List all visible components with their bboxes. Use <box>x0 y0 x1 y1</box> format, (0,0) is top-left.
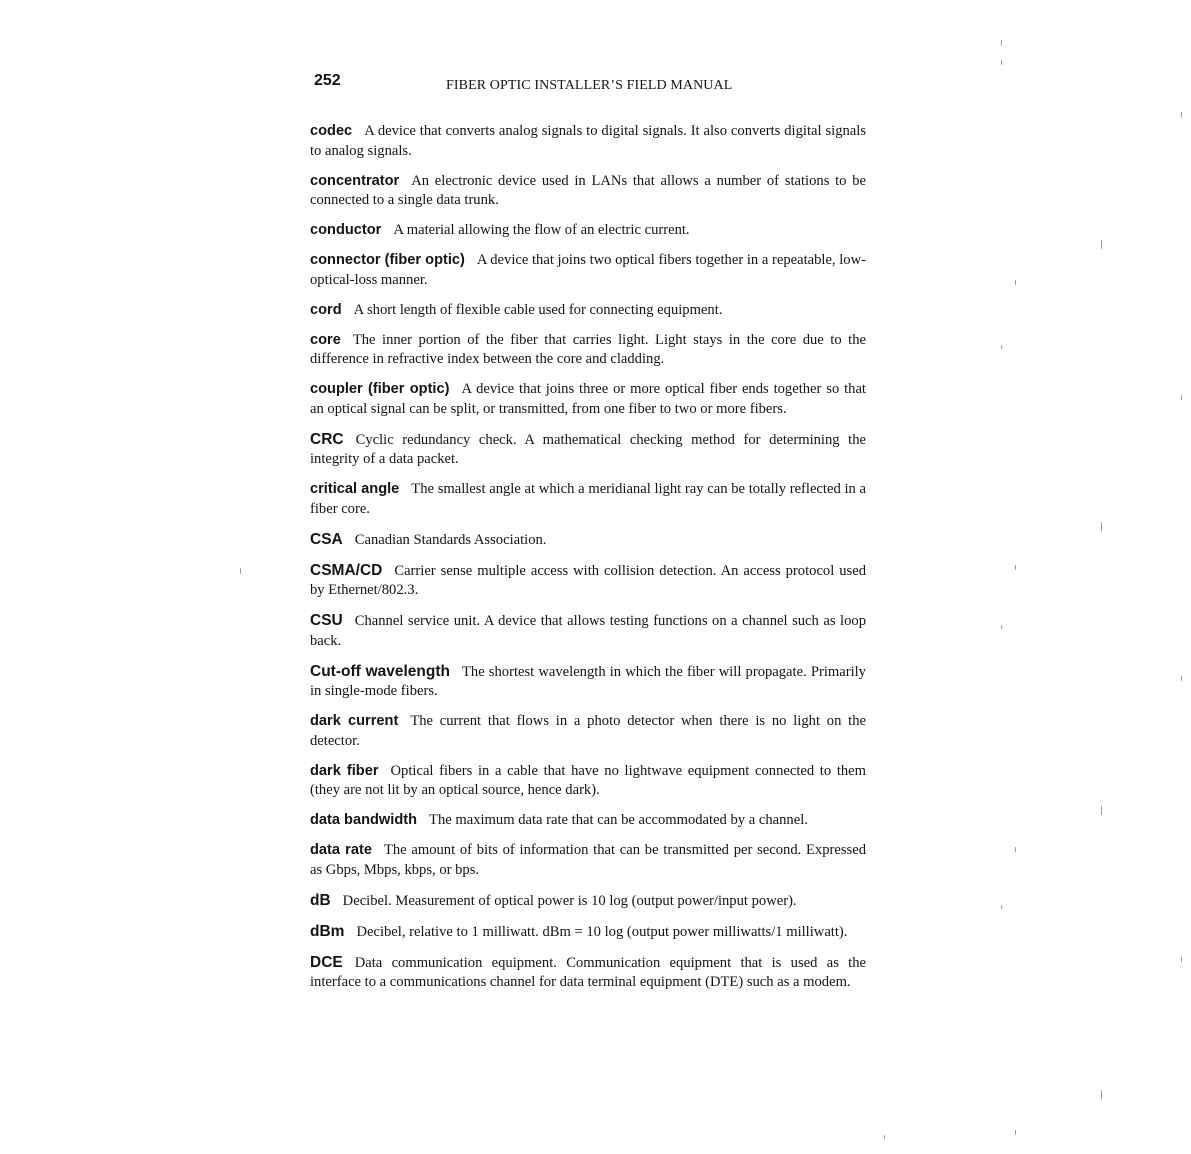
glossary-definition: The maximum data rate that can be accommodated by a channel. <box>429 812 808 828</box>
glossary-term: CSMA/CD <box>310 561 383 579</box>
glossary-term: codec <box>310 123 353 139</box>
glossary-term: conductor <box>310 222 382 238</box>
glossary-entry <box>310 172 866 211</box>
glossary-definition: The current that flows in a photo detector when there is no light on the detector. <box>310 713 866 749</box>
scan-speck <box>1181 395 1182 400</box>
glossary-definition: A device that joins three or more optical fiber ends together so that an optical signal can be split, or transmitted, from one fiber to two or more fibers. <box>310 381 866 417</box>
scan-speck <box>1181 112 1182 118</box>
glossary-term: dB <box>310 891 331 909</box>
glossary-definition: Decibel. Measurement of optical power is 10 log (output power/input power). <box>342 892 797 909</box>
glossary-term: connector (fiber optic) <box>310 252 465 268</box>
scan-speck <box>240 568 241 574</box>
scan-speck <box>1001 60 1002 65</box>
glossary-definition: A material allowing the flow of an electric current. <box>393 222 690 238</box>
scan-speck <box>1181 957 1182 962</box>
glossary-definition: The inner portion of the fiber that carries light. Light stays in the core due to the difference in refractive index between the core and cladding. <box>310 331 866 367</box>
glossary-entry <box>310 331 866 370</box>
glossary-entry <box>310 891 866 912</box>
glossary-term: critical angle <box>310 481 400 497</box>
glossary-definition: Data communication equipment. Communication equipment that is used as the interface to a communications channel for data terminal equipment (DTE) such as a modem. <box>310 954 866 990</box>
glossary-definition: Canadian Standards Association. <box>354 531 547 548</box>
scan-speck <box>1001 345 1002 349</box>
glossary-entry <box>310 301 866 321</box>
scan-speck <box>1015 847 1016 852</box>
glossary-list <box>310 122 866 1003</box>
glossary-definition: A short length of flexible cable used for connecting equipment. <box>353 301 723 318</box>
scan-speck <box>1101 240 1102 249</box>
glossary-entry <box>310 712 866 751</box>
scan-speck <box>1101 522 1102 531</box>
glossary-entry <box>310 841 866 880</box>
glossary-term: data rate <box>310 842 372 858</box>
scan-speck <box>1101 1090 1102 1099</box>
glossary-entry <box>310 530 866 551</box>
page-header <box>314 72 874 96</box>
glossary-definition: Decibel, relative to 1 milliwatt. dBm = 10 log (output power milliwatts/1 milliwatt). <box>356 923 848 940</box>
glossary-definition: Carrier sense multiple access with collision detection. An access protocol used by Ethernet/802.3. <box>310 562 866 598</box>
glossary-definition: Cyclic redundancy check. A mathematical checking method for determining the integrity of a data packet. <box>310 431 866 467</box>
scan-speck <box>884 1135 885 1139</box>
glossary-term: CSA <box>310 530 343 548</box>
glossary-term: coupler (fiber optic) <box>310 381 450 397</box>
glossary-term: CRC <box>310 430 344 448</box>
glossary-entry <box>310 561 866 601</box>
scan-speck <box>1001 40 1002 46</box>
glossary-term: core <box>310 331 341 348</box>
glossary-definition: Optical fibers in a cable that have no lightwave equipment connected to them (they are not lit by an optical source, hence dark). <box>310 762 866 798</box>
glossary-term: concentrator <box>310 172 400 189</box>
glossary-term: DCE <box>310 953 343 971</box>
scan-speck <box>1101 806 1102 815</box>
glossary-term: dark current <box>310 713 399 729</box>
glossary-term: dBm <box>310 922 345 940</box>
glossary-entry <box>310 480 866 519</box>
glossary-term: cord <box>310 301 342 318</box>
scan-speck <box>1001 625 1002 629</box>
glossary-entry <box>310 811 866 831</box>
glossary-term: dark fiber <box>310 762 379 779</box>
glossary-entry <box>310 380 866 419</box>
glossary-entry <box>310 922 866 943</box>
page-number: 252 <box>314 72 341 89</box>
glossary-definition: A device that joins two optical fibers together in a repeatable, low-optical-loss manner. <box>310 252 866 288</box>
scan-speck <box>1015 280 1016 285</box>
glossary-entry <box>310 122 866 161</box>
glossary-entry <box>310 251 866 290</box>
glossary-entry <box>310 762 866 801</box>
glossary-entry <box>310 953 866 993</box>
glossary-entry <box>310 430 866 470</box>
scan-speck <box>1015 565 1016 570</box>
glossary-term: Cut-off wavelength <box>310 662 450 680</box>
glossary-term: CSU <box>310 612 343 629</box>
scan-speck <box>1015 1130 1016 1135</box>
glossary-entry <box>310 662 866 702</box>
glossary-definition: The smallest angle at which a meridianal light ray can be totally reflected in a fiber core. <box>310 481 866 517</box>
scan-speck <box>1001 905 1002 909</box>
glossary-entry <box>310 611 866 651</box>
scan-speck <box>1181 676 1182 681</box>
glossary-definition: The amount of bits of information that can be transmitted per second. Expressed as Gbps, Mbps, kbps, or bps. <box>310 842 866 878</box>
glossary-definition: A device that converts analog signals to digital signals. It also converts digital signals to analog signals. <box>310 123 866 159</box>
glossary-entry <box>310 221 866 241</box>
glossary-definition: An electronic device used in LANs that allows a number of stations to be connected to a single data trunk. <box>310 172 866 208</box>
glossary-definition: Channel service unit. A device that allows testing functions on a channel such as loop back. <box>310 613 866 649</box>
running-head: FIBER OPTIC INSTALLER’S FIELD MANUAL <box>446 78 733 93</box>
glossary-definition: The shortest wavelength in which the fiber will propagate. Primarily in single-mode fibers. <box>310 663 866 699</box>
glossary-term: data bandwidth <box>310 812 418 828</box>
